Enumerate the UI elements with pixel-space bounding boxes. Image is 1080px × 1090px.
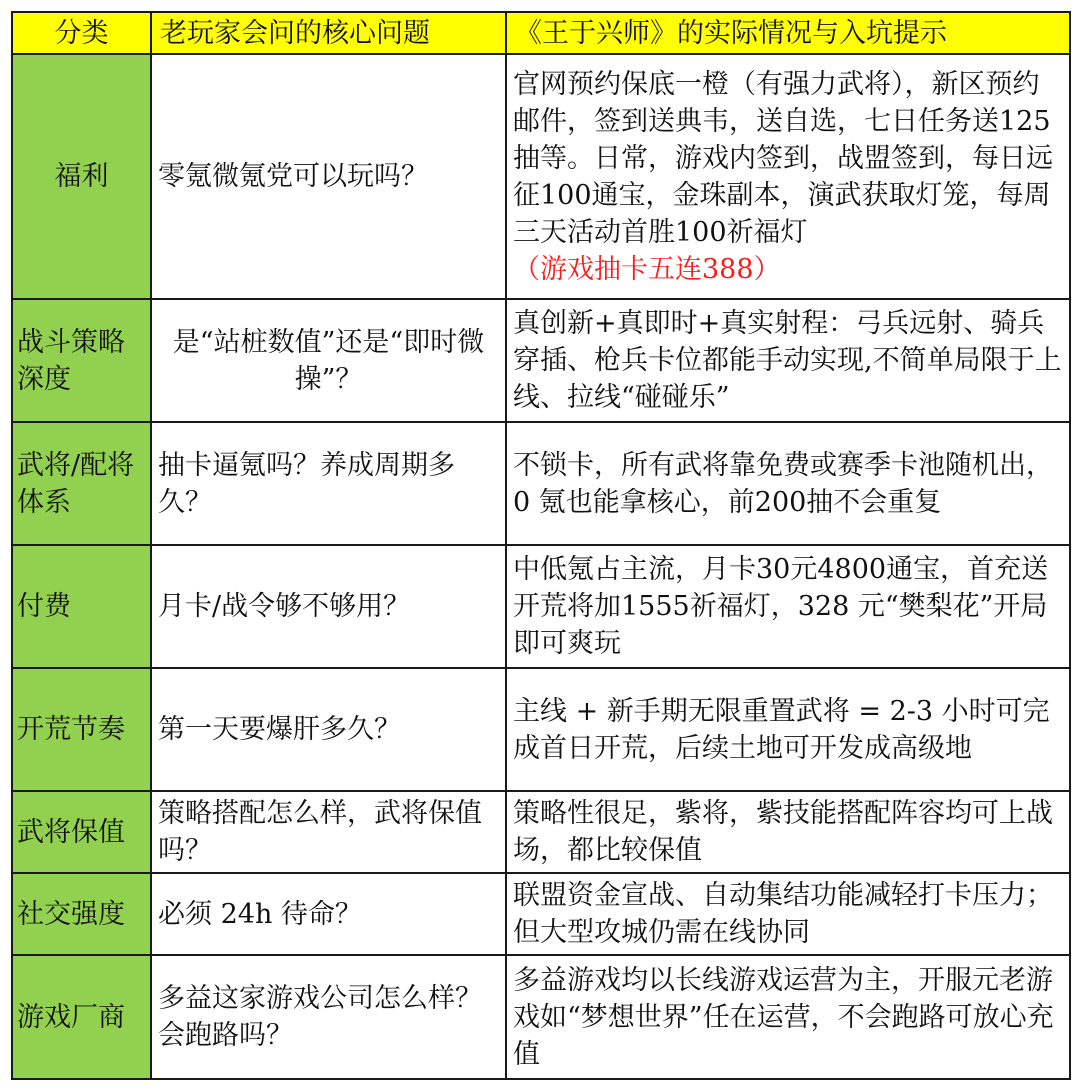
row-answer: 主线 + 新手期无限重置武将 = 2-3 小时可完成首日开荒，后续土地可开发成高级地 bbox=[506, 668, 1070, 791]
row-category: 武将保值 bbox=[12, 791, 151, 873]
row-answer: 真创新+真即时+真实射程：弓兵远射、骑兵穿插、枪兵卡位都能手动实现,不简单局限于上线、拉线“碰碰乐” bbox=[506, 299, 1070, 422]
row-category: 游戏厂商 bbox=[12, 955, 151, 1079]
row-question: 多益这家游戏公司怎么样？会跑路吗？ bbox=[151, 955, 506, 1079]
row-question: 零氪微氪党可以玩吗？ bbox=[151, 54, 506, 299]
row-question: 第一天要爆肝多久？ bbox=[151, 668, 506, 791]
row-question: 必须 24h 待命？ bbox=[151, 873, 506, 955]
header-category: 分类 bbox=[12, 12, 151, 54]
row-category: 社交强度 bbox=[12, 873, 151, 955]
faq-table bbox=[11, 11, 1071, 1080]
row-category: 战斗策略深度 bbox=[12, 299, 151, 422]
table-row bbox=[12, 422, 1070, 545]
row-answer: 多益游戏均以长线游戏运营为主，开服元老游戏如“梦想世界”任在运营，不会跑路可放心充值 bbox=[506, 955, 1070, 1079]
row-answer: 策略性很足，紫将，紫技能搭配阵容均可上战场，都比较保值 bbox=[506, 791, 1070, 873]
row-answer: 不锁卡，所有武将靠免费或赛季卡池随机出，0 氪也能拿核心，前200抽不会重复 bbox=[506, 422, 1070, 545]
row-question: 策略搭配怎么样，武将保值吗？ bbox=[151, 791, 506, 873]
table-row bbox=[12, 54, 1070, 299]
header-question: 老玩家会问的核心问题 bbox=[151, 12, 506, 54]
row-category: 付费 bbox=[12, 545, 151, 668]
table-row bbox=[12, 299, 1070, 422]
answer-text: 官网预约保底一橙（有强力武将），新区预约邮件，签到送典韦，送自选，七日任务送125抽等。日常，游戏内签到，战盟签到，每日远征100通宝，金珠副本，演武获取灯笼，每周三天活动首胜100祈福灯 bbox=[513, 68, 1053, 248]
row-category: 福利 bbox=[12, 54, 151, 299]
row-category: 开荒节奏 bbox=[12, 668, 151, 791]
row-question: 月卡/战令够不够用？ bbox=[151, 545, 506, 668]
row-answer: 中低氪占主流，月卡30元4800通宝，首充送开荒将加1555祈福灯，328 元“樊梨花”开局即可爽玩 bbox=[506, 545, 1070, 668]
answer-highlight: （游戏抽卡五连388） bbox=[513, 253, 781, 285]
faq-table-container bbox=[11, 11, 1071, 1080]
table-row bbox=[12, 668, 1070, 791]
table-row bbox=[12, 873, 1070, 955]
table-row bbox=[12, 545, 1070, 668]
row-question: 是“站桩数值”还是“即时微操”？ bbox=[151, 299, 506, 422]
table-row bbox=[12, 791, 1070, 873]
header-answer: 《王于兴师》的实际情况与入坑提示 bbox=[506, 12, 1070, 54]
table-header-row bbox=[12, 12, 1070, 54]
row-answer bbox=[506, 54, 1070, 299]
row-answer: 联盟资金宣战、自动集结功能减轻打卡压力；但大型攻城仍需在线协同 bbox=[506, 873, 1070, 955]
row-question: 抽卡逼氪吗？养成周期多久？ bbox=[151, 422, 506, 545]
row-category: 武将/配将体系 bbox=[12, 422, 151, 545]
table-row bbox=[12, 955, 1070, 1079]
